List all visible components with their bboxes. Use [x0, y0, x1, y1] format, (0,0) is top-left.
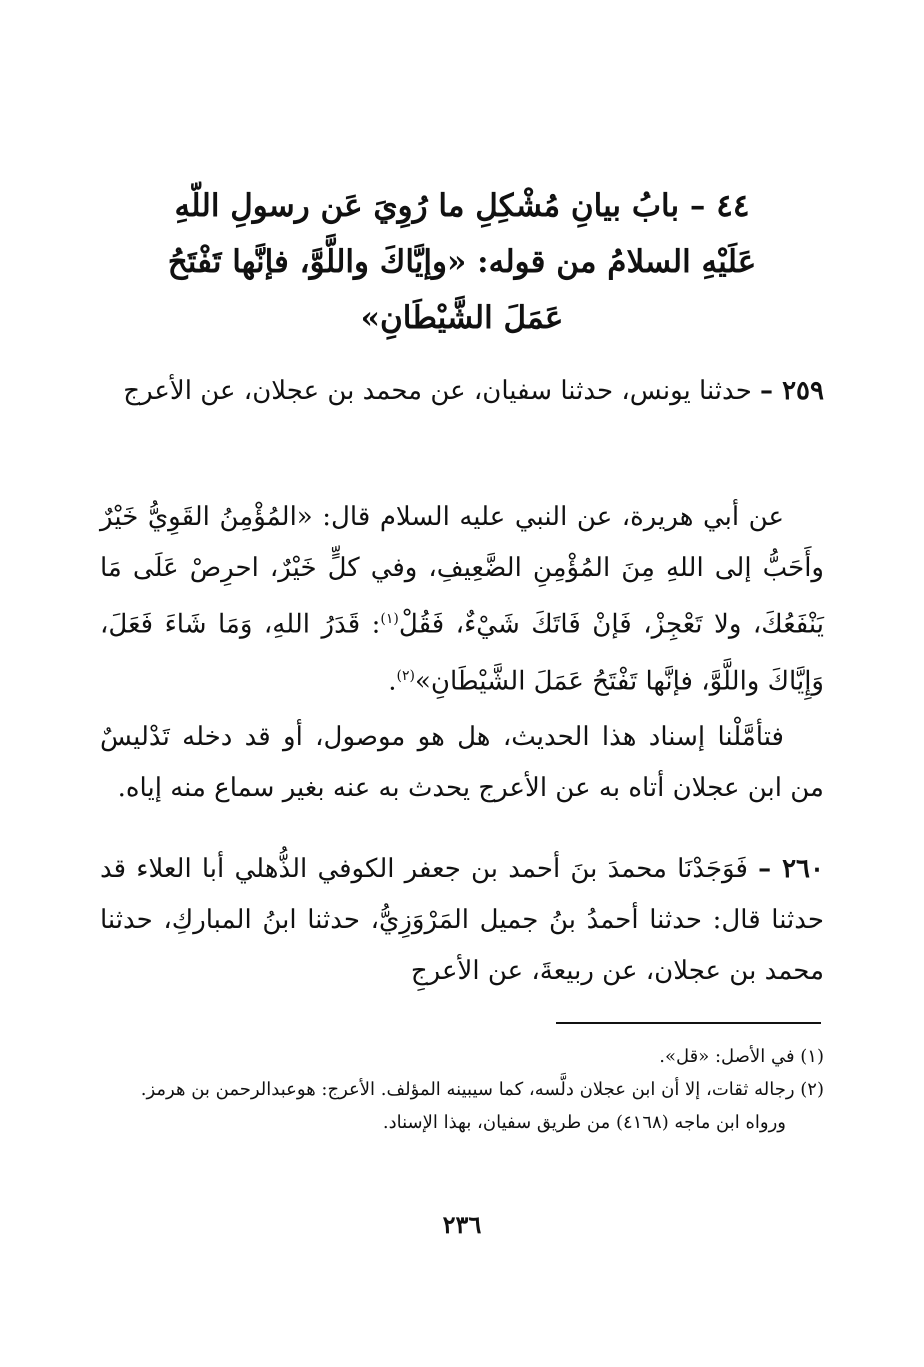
hadith-260 — [100, 844, 824, 997]
footnote-2: (٢) رجاله ثقات، إلا أن ابن عجلان دلَّسه، كما سيبينه المؤلف. الأعرج: هوعبدالرحمن بن هرمز. — [140, 1079, 824, 1100]
footnote-divider — [556, 1022, 821, 1024]
chapter-heading-line-3: عَمَلَ الشَّيْطَانِ» — [360, 300, 564, 336]
page-number: ٢٣٦ — [442, 1210, 482, 1239]
hadith-259-matn-continued: : قَدَرُ اللهِ، وَمَا شَاءَ فَعَلَ، وَإِيَّاكَ واللَّوَّ، فإنَّها تَفْتَحُ عَمَلَ الشَّيْطَانِ» — [100, 609, 824, 697]
hadith-260-text: فَوَجَدْنَا محمدَ بنَ أحمد بن جعفر الكوفي الذُّهلي أبا العلاء قد حدثنا قال: حدثنا أحمدُ بنُ جميل المَرْوَزِيُّ، حدثنا ابنُ المباركِ، حدثنا محمد بن عجلان، عن ربيعةَ، عن الأعرجِ — [100, 854, 824, 986]
footnote-ref-2[interactable]: (٢) — [396, 667, 415, 684]
hadith-number-260: ٢٦٠ – — [758, 854, 824, 884]
footnote-1: (١) في الأصل: «قل». — [659, 1046, 824, 1067]
chapter-heading — [150, 178, 774, 346]
commentary-paragraph: فتأمَّلْنا إسناد هذا الحديث، هل هو موصول، أو قد دخله تَدْليسٌ من ابن عجلان أتاه به عن الأعرج يحدث به عنه بغير سماع منه إياه. — [100, 722, 824, 803]
chapter-heading-line-1: ٤٤ – بابُ بيانِ مُشْكِلِ ما رُوِيَ عَن رسولِ اللّهِ — [174, 188, 750, 224]
footnote-ref-1[interactable]: (١) — [380, 611, 399, 627]
hadith-259-matn-text: عن أبي هريرة، عن النبي عليه السلام قال: «المُؤْمِنُ القَوِيُّ خَيْرٌ وأَحَبُّ إلى اللهِ مِنَ المُؤْمِنِ الضَّعِيفِ، وفي كلٍّ خَيْرٌ، احرِصْ عَلَى مَا يَنْفَعُكَ، ولا تَعْجِزْ، فَإنْ فَاتَكَ شَيْءٌ، فَقُلْ — [100, 502, 824, 640]
hadith-259-matn-end: . — [388, 666, 397, 697]
hadith-259-isnad — [100, 366, 824, 417]
chapter-heading-line-2: عَلَيْهِ السلامُ من قوله: «وإيَّاكَ واللَّوَّ، فإنَّها تَفْتَحُ — [167, 244, 757, 280]
hadith-259-matn — [100, 492, 824, 707]
hadith-number-259: ٢٥٩ – — [760, 376, 824, 406]
footnote-2-extra: ورواه ابن ماجه (٤١٦٨) من طريق سفيان، بهذا الإسناد. — [382, 1112, 786, 1133]
hadith-259-text: حدثنا يونس، حدثنا سفيان، عن محمد بن عجلان، عن الأعرج — [123, 376, 752, 406]
footnotes — [100, 1040, 824, 1139]
